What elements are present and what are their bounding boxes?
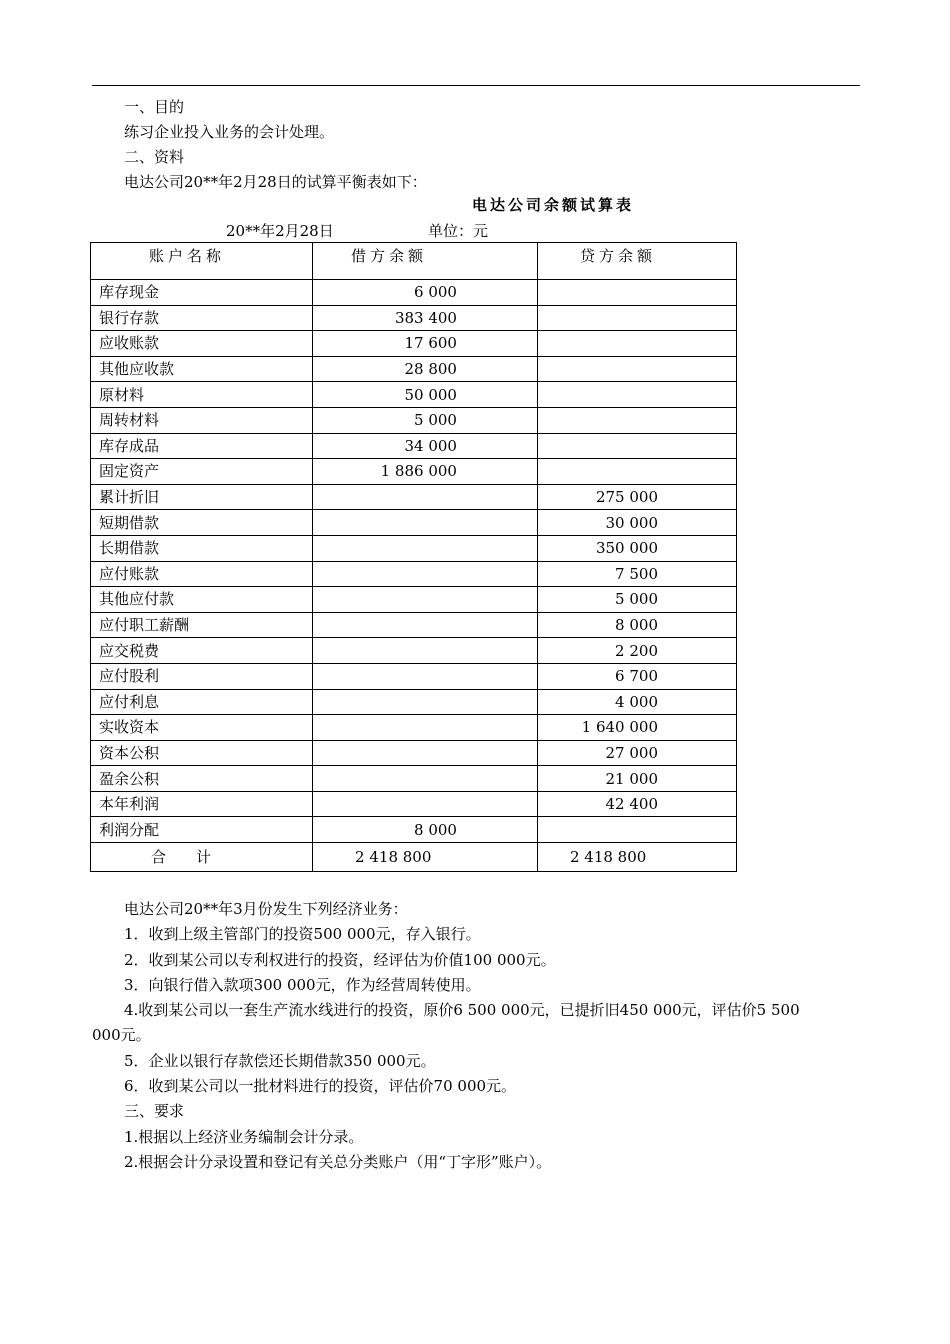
debit-amount: 28 800: [404, 360, 457, 379]
account-name: 长期借款: [99, 539, 160, 558]
table-row: [91, 587, 737, 613]
table-row: [91, 766, 737, 792]
material-heading: 二、资料: [124, 148, 185, 166]
table-row: [91, 382, 737, 408]
table-row: [91, 433, 737, 459]
total-debit: 2 418 800: [355, 848, 432, 867]
table-row: [91, 612, 737, 638]
total-credit: 2 418 800: [569, 848, 647, 867]
total-label: 合 计: [151, 848, 212, 867]
account-name: 固定资产: [99, 462, 160, 481]
business-item: 4.收到某公司以一套生产流水线进行的投资，原价6 500 000元，已提折旧450 000元，评估价5 500: [124, 1001, 800, 1020]
business-intro: 电达公司20**年3月份发生下列经济业务：: [124, 900, 408, 918]
business-item: 1．收到上级主管部门的投资500 000元，存入银行。: [124, 925, 481, 944]
account-name: 原材料: [99, 385, 145, 404]
account-name: 盈余公积: [99, 769, 160, 788]
credit-amount: 275 000: [595, 488, 658, 507]
account-name: 其他应收款: [99, 360, 175, 379]
debit-amount: 383 400: [394, 308, 457, 327]
business-item: 3．向银行借入款项300 000元，作为经营周转使用。: [124, 975, 481, 994]
account-name: 短期借款: [99, 513, 160, 532]
credit-amount: 27 000: [605, 743, 658, 762]
requirements-heading: 三、要求: [124, 1102, 185, 1121]
total-row: [91, 843, 737, 872]
credit-amount: 30 000: [605, 513, 658, 532]
table-row: [91, 280, 737, 306]
account-name: 应付账款: [99, 564, 160, 583]
table-row: [91, 484, 737, 510]
account-name: 应付职工薪酬: [99, 616, 190, 635]
credit-amount: 2 200: [615, 641, 658, 660]
header-credit: 贷方余额: [579, 247, 656, 265]
account-name: 库存现金: [99, 283, 160, 302]
table-unit: 单位：元: [428, 222, 489, 240]
header-rule: [92, 85, 860, 86]
account-name: 实收资本: [99, 718, 160, 737]
table-row: [91, 356, 737, 382]
debit-amount: 5 000: [414, 411, 457, 430]
business-item: 2．收到某公司以专利权进行的投资，经评估为价值100 000元。: [124, 950, 556, 969]
table-row: [91, 459, 737, 485]
debit-amount: 8 000: [414, 820, 457, 839]
account-name: 其他应付款: [99, 590, 175, 609]
account-name: 库存成品: [99, 436, 160, 455]
account-name: 累计折旧: [99, 488, 160, 507]
credit-amount: 7 500: [615, 564, 658, 583]
account-name: 本年利润: [99, 795, 160, 814]
business-item: 5．企业以银行存款偿还长期借款350 000元。: [124, 1051, 436, 1070]
requirement-item: 2.根据会计分录设置和登记有关总分类账户（用“丁字形”账户）。: [124, 1152, 552, 1171]
table-header-row: [91, 243, 737, 280]
table-row: [91, 510, 737, 536]
credit-amount: 42 400: [605, 795, 658, 814]
table-row: [91, 740, 737, 766]
table-date: 20**年2月28日: [226, 222, 334, 240]
material-text: 电达公司20**年2月28日的试算平衡表如下：: [124, 173, 427, 191]
credit-amount: 21 000: [605, 769, 658, 788]
debit-amount: 1 886 000: [380, 462, 457, 481]
table-row: [91, 535, 737, 561]
debit-amount: 50 000: [404, 385, 457, 404]
table-row: [91, 638, 737, 664]
trial-balance-table: [90, 242, 737, 872]
credit-amount: 5 000: [615, 590, 658, 609]
business-item: 6．收到某公司以一批材料进行的投资，评估价70 000元。: [124, 1077, 517, 1096]
account-name: 应交税费: [99, 641, 160, 660]
account-name: 周转材料: [99, 411, 160, 430]
account-name: 银行存款: [99, 308, 160, 327]
credit-amount: 1 640 000: [581, 718, 658, 737]
table-row: [91, 561, 737, 587]
table-title: 电达公司余额试算表: [472, 196, 635, 214]
requirement-item: 1.根据以上经济业务编制会计分录。: [124, 1127, 364, 1146]
account-name: 应付利息: [99, 692, 160, 711]
table-row: [91, 663, 737, 689]
table-row: [91, 791, 737, 817]
account-name: 资本公积: [99, 743, 160, 762]
purpose-heading: 一、目的: [124, 98, 185, 116]
header-debit: 借方余额: [351, 247, 428, 265]
table-row: [91, 331, 737, 357]
header-account: 账户名称: [149, 247, 226, 265]
debit-amount: 17 600: [404, 334, 457, 353]
table-row: [91, 817, 737, 843]
debit-amount: 34 000: [404, 436, 457, 455]
credit-amount: 6 700: [615, 667, 658, 686]
account-name: 利润分配: [99, 820, 160, 839]
purpose-text: 练习企业投入业务的会计处理。: [124, 123, 335, 141]
business-section: [92, 897, 862, 1175]
credit-amount: 4 000: [615, 692, 658, 711]
table-row: [91, 305, 737, 331]
credit-amount: 350 000: [595, 539, 658, 558]
account-name: 应收账款: [99, 334, 160, 353]
table-row: [91, 689, 737, 715]
table-row: [91, 407, 737, 433]
business-item-continued: 000元。: [92, 1026, 151, 1045]
account-name: 应付股利: [99, 667, 160, 686]
credit-amount: 8 000: [615, 616, 658, 635]
debit-amount: 6 000: [414, 283, 457, 302]
table-row: [91, 715, 737, 741]
